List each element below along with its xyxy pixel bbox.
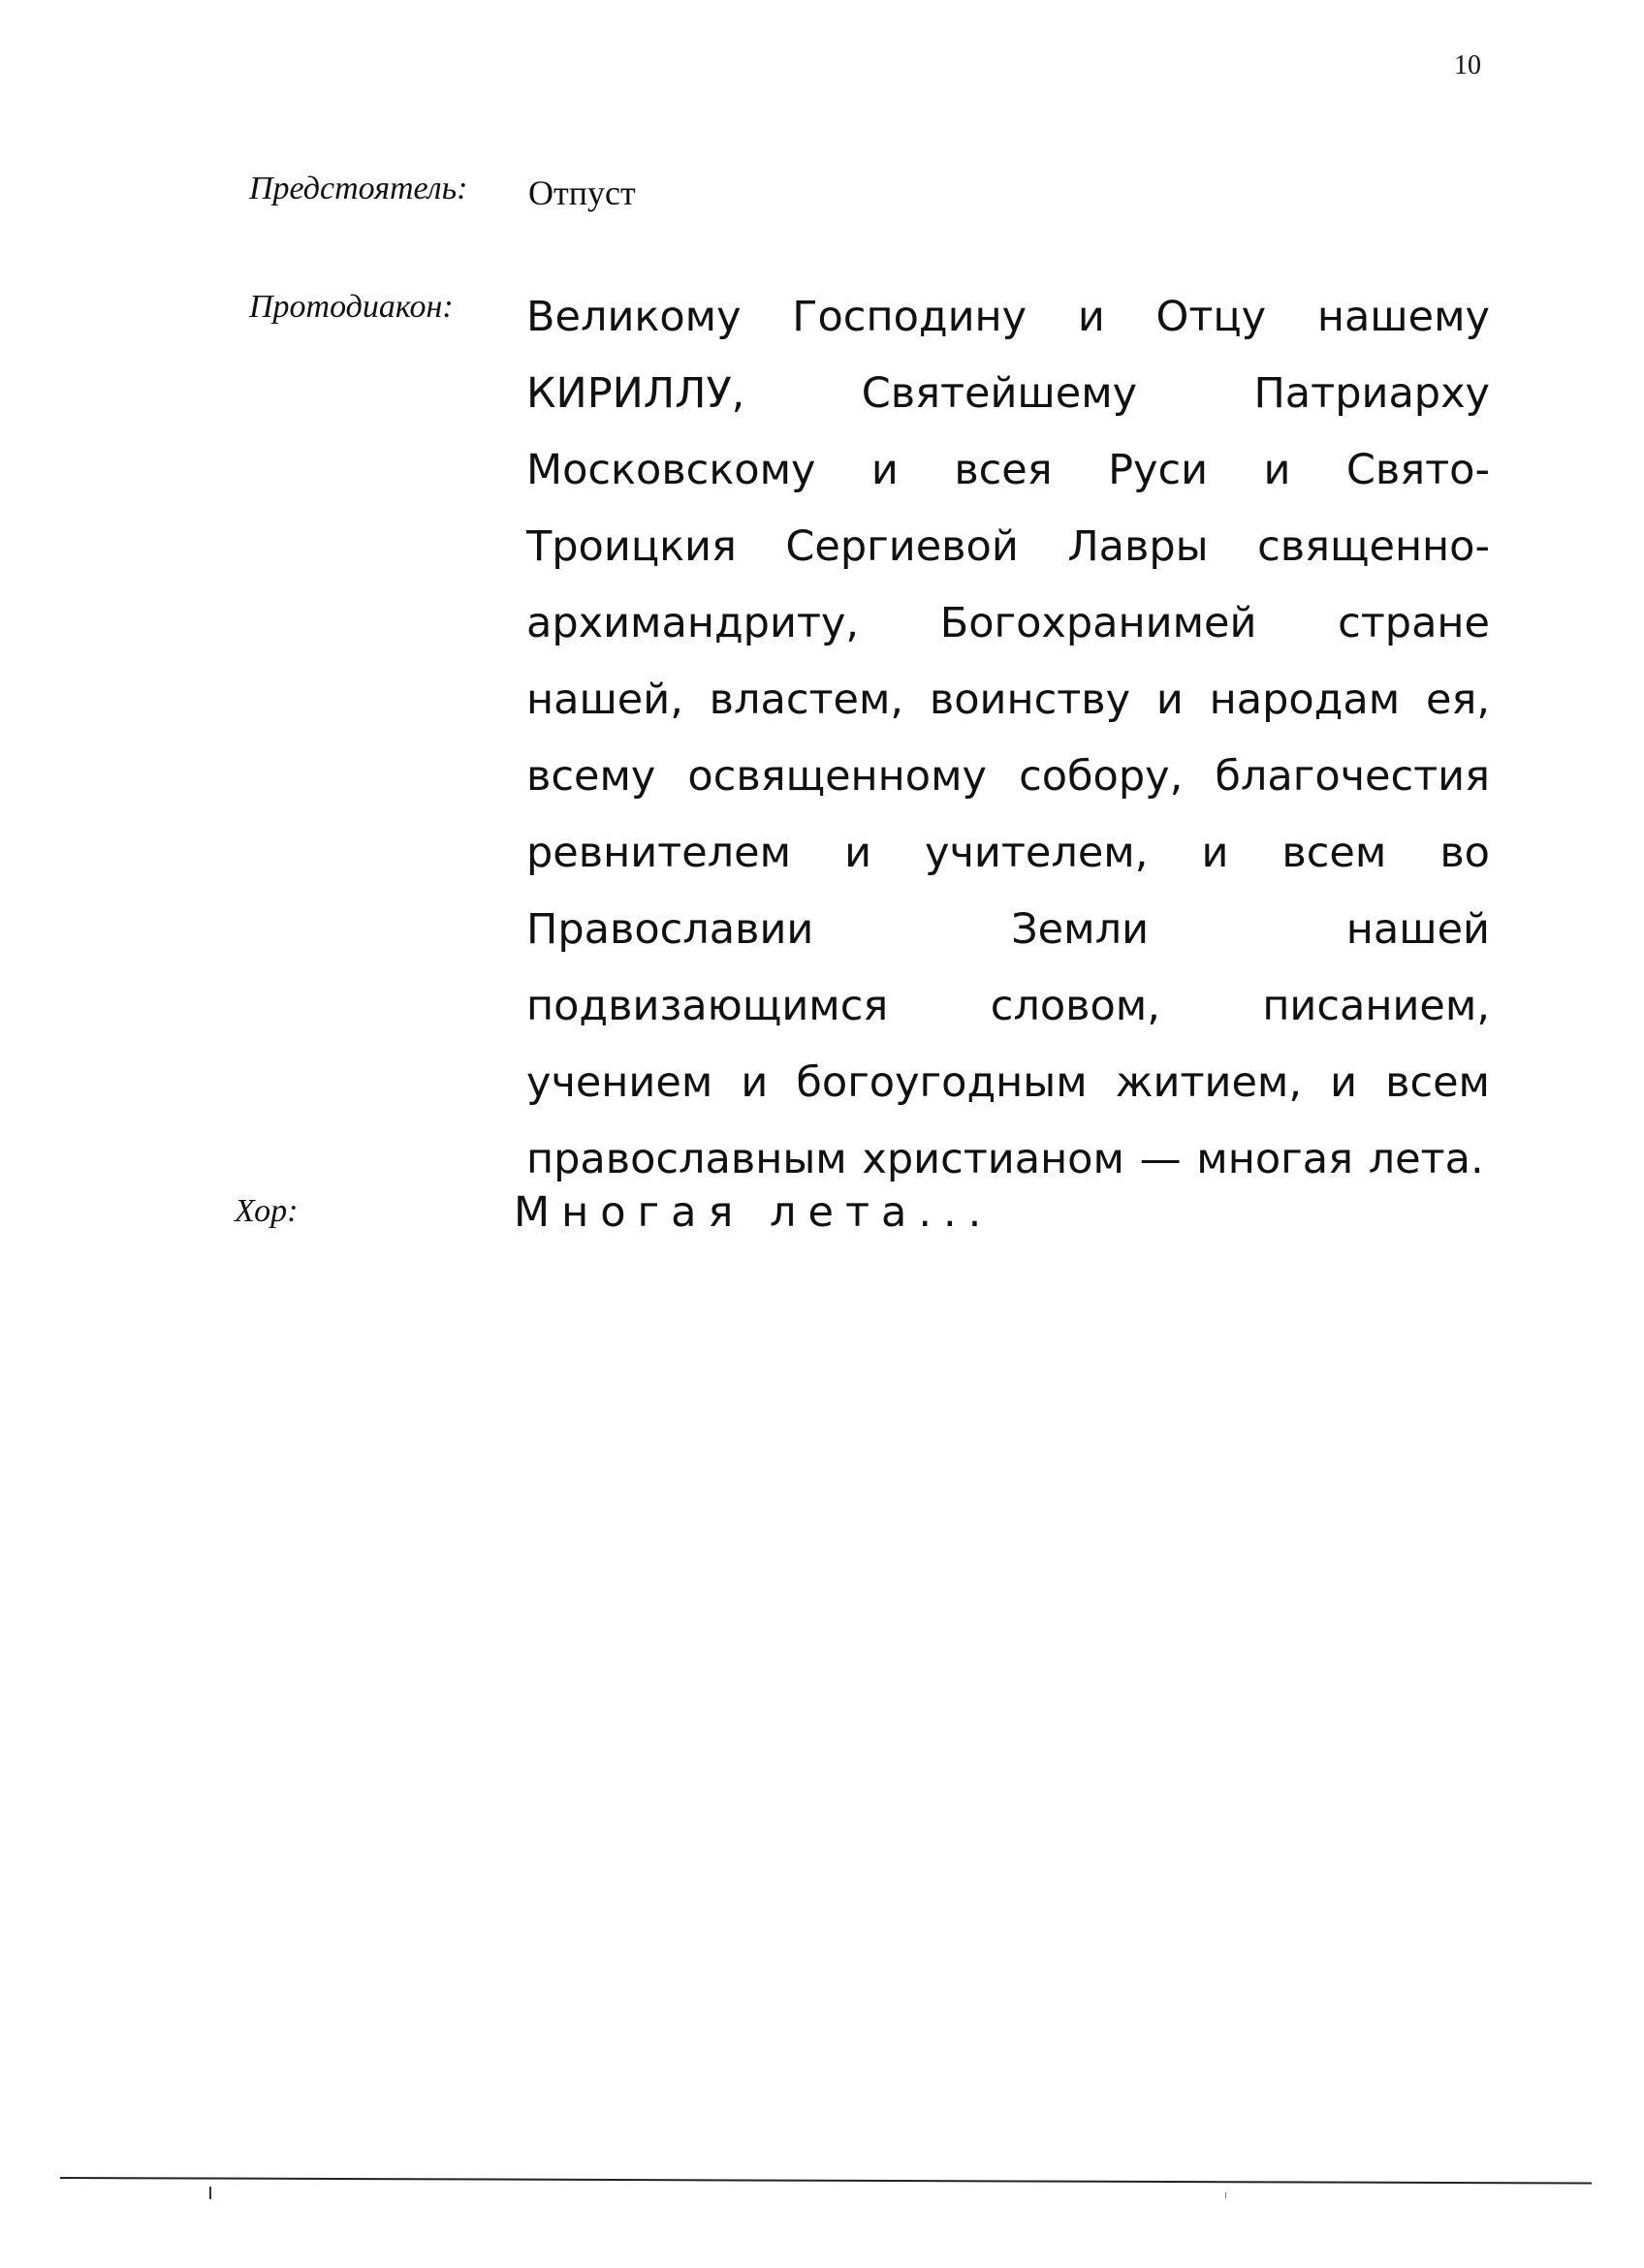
utterance-choir: Многая лета...: [514, 1188, 994, 1237]
speaker-label-primate: Предстоятель:: [249, 171, 468, 206]
page-number: 10: [1454, 50, 1481, 80]
footer-tick-right: [1225, 2192, 1226, 2198]
footer-tick-left: [209, 2187, 211, 2199]
speaker-label-protodeacon: Протодиакон:: [249, 289, 454, 325]
utterance-protodeacon: Великому Господину и Отцу нашему КИРИЛЛУ, Святейшему Патриарху Московскому и всея Руси и Свято-Троицкия Сергиевой Лавры священно-архимандриту, Богохранимей стране нашей, властем, воинству и народам ея, всему освященному собору, благочестия ревнителем и учителем, и всем во Православии Земли нашей подвизающимся словом, писанием, учением и богоугодным житием, и всем православным христианом — многая лета.: [526, 293, 1490, 1183]
utterance-primate: Отпуст: [528, 173, 636, 212]
footer-rule: [60, 2177, 1592, 2185]
speaker-label-choir: Хор:: [235, 1193, 299, 1229]
